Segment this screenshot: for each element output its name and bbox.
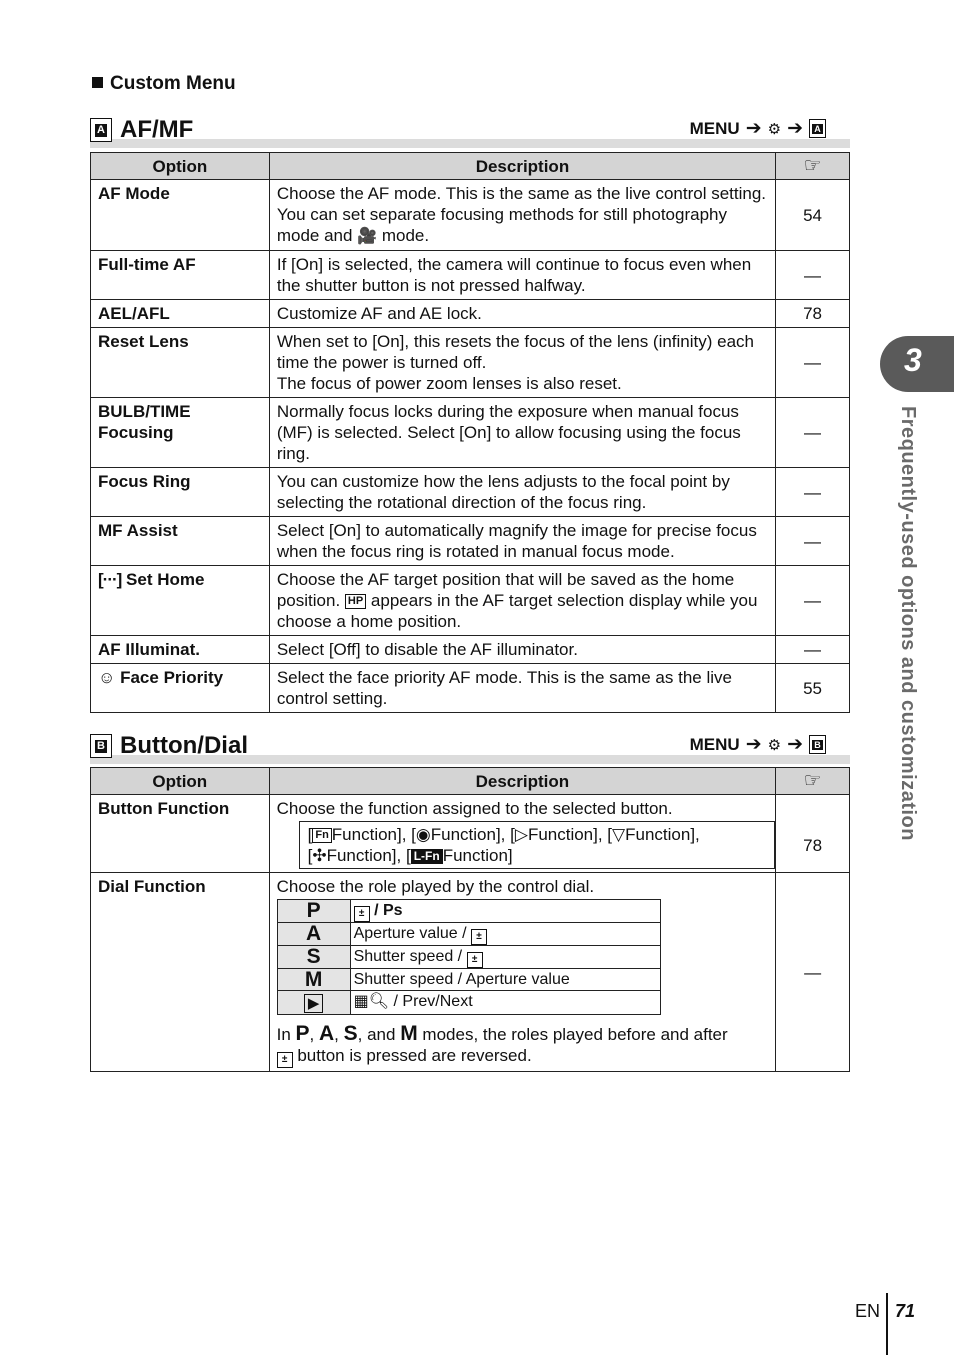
table-row [91, 300, 850, 328]
role-cell: ▦🔍︎ / Prev/Next [350, 991, 660, 1015]
arrow-right-icon: ➔ [787, 118, 803, 139]
dial-mode-table [277, 899, 661, 1015]
index-view-icon: ▦ [353, 993, 369, 1010]
description-cell: Customize AF and AE lock. [269, 300, 775, 328]
gear-icon: ⚙ [767, 736, 782, 754]
description-cell: Choose the AF target position that will be saved as the home position. HP appears in the AF target selection display while you choose a home position. [269, 566, 775, 636]
option-cell: Reset Lens [91, 328, 270, 398]
pointing-hand-icon: ☞ [803, 154, 822, 177]
role-cell: ± / Ps [350, 900, 660, 923]
section-afmf-title: AF/MF [120, 116, 194, 143]
role-cell: Shutter speed / ± [350, 946, 660, 969]
reference-cell: — [776, 328, 850, 398]
custom-tab-a-icon: A [809, 119, 826, 138]
description-cell: When set to [On], this resets the focus of the lens (infinity) each time the power is turned off. The focus of power zoom lenses is also reset. [269, 328, 775, 398]
dial-row [277, 991, 660, 1015]
chapter-title: Frequently-used options and customization [897, 406, 919, 841]
mode-cell: A [277, 923, 350, 946]
reference-cell: — [776, 873, 850, 1072]
option-cell: Dial Function [91, 873, 270, 1072]
column-header-option: Option [91, 768, 270, 795]
fn-button-icon: Fn [312, 828, 331, 843]
button-function-desc: Choose the function assigned to the selected button. [276, 799, 673, 818]
table-row [91, 180, 850, 251]
arrow-right-icon: ➔ [745, 118, 762, 139]
dial-row [277, 923, 660, 946]
description-cell: You can customize how the lens adjusts to the focal point by selecting the rotational direction of the focus ring. [269, 468, 775, 517]
menu-path [690, 733, 826, 756]
reference-cell: 55 [776, 664, 850, 713]
table-header-row [91, 768, 850, 795]
description-cell: Select [Off] to disable the AF illuminator. [269, 636, 775, 664]
custom-tab-a-icon: A [90, 118, 112, 142]
menu-label: MENU [689, 118, 740, 138]
menu-label: MENU [689, 734, 740, 754]
square-bullet-icon [92, 77, 103, 88]
column-header-description: Description [269, 153, 775, 180]
movie-camera-icon: 🎥 [357, 228, 378, 245]
gear-icon: ⚙ [767, 120, 782, 138]
exposure-compensation-icon: ± [354, 906, 370, 922]
reference-cell: — [776, 468, 850, 517]
custom-menu-label: Custom Menu [110, 73, 236, 94]
option-cell: BULB/TIME Focusing [91, 398, 270, 468]
table-row [91, 636, 850, 664]
language-label: EN [855, 1301, 881, 1321]
dial-note: In P, A, S, and M modes, the roles played before and after ± button is pressed are reversed. [277, 1023, 769, 1068]
description-cell: Normally focus locks during the exposure when manual focus (MF) is selected. Select [On] to allow focusing using the focus ring. [269, 398, 775, 468]
down-arrow-icon: ▽ [612, 825, 626, 844]
pointing-hand-icon: ☞ [803, 769, 822, 792]
option-cell: AF Illuminat. [91, 636, 270, 664]
target-circle-icon: ◉ [415, 825, 431, 844]
button-dial-table [90, 767, 850, 1072]
section-button-dial-heading [90, 724, 850, 764]
table-row [91, 873, 850, 1072]
reference-cell: 54 [776, 180, 850, 251]
dial-row [277, 969, 660, 991]
exposure-compensation-icon: ± [277, 1052, 293, 1068]
description-cell: Choose the AF mode. This is the same as the live control setting. You can set separate focusing methods for still photography mode and 🎥 mode. [269, 180, 775, 251]
column-header-option: Option [91, 153, 270, 180]
reference-cell: — [776, 251, 850, 300]
mode-cell: P [277, 900, 350, 923]
af-target-icon: [···] [98, 570, 122, 589]
table-row [91, 398, 850, 468]
button-function-list: [ Fn Function], [◉Function], [▷Function], [▽Function], [✣Function], [ L-Fn Function] [299, 821, 776, 869]
section-button-dial-title: Button/Dial [120, 732, 248, 759]
arrow-pad-icon: ✣ [312, 846, 327, 865]
description-cell: If [On] is selected, the camera will continue to focus even when the shutter button is not pressed halfway. [269, 251, 775, 300]
exposure-compensation-icon: ± [467, 952, 483, 968]
table-row [91, 251, 850, 300]
reference-cell: — [776, 566, 850, 636]
afmf-table [90, 152, 850, 713]
arrow-right-icon: ➔ [787, 734, 803, 755]
dial-function-desc: Choose the role played by the control dial. [276, 877, 595, 896]
dial-row [277, 900, 660, 923]
custom-tab-b-icon: B [809, 735, 826, 754]
chapter-number: 3 [904, 342, 922, 378]
mode-cell: M [277, 969, 350, 991]
reference-cell: 78 [776, 300, 850, 328]
section-title [90, 116, 193, 144]
option-cell: [···] Set Home [91, 566, 270, 636]
footer-divider [886, 1293, 888, 1355]
option-cell: AF Mode [91, 180, 270, 251]
custom-tab-b-icon: B [90, 734, 112, 758]
role-cell: Shutter speed / Aperture value [350, 969, 660, 991]
custom-menu-heading [92, 73, 236, 95]
home-position-icon: HP [345, 594, 366, 609]
right-arrow-icon: ▷ [514, 825, 528, 844]
section-afmf-heading [90, 108, 850, 148]
magnify-icon: 🔍︎ [368, 993, 390, 1010]
reference-cell: — [776, 398, 850, 468]
role-cell: Aperture value / ± [350, 923, 660, 946]
dial-row [277, 946, 660, 969]
column-header-reference [776, 768, 850, 795]
option-cell: MF Assist [91, 517, 270, 566]
column-header-description: Description [269, 768, 776, 795]
option-cell: Full-time AF [91, 251, 270, 300]
mode-cell: S [277, 946, 350, 969]
column-header-reference [776, 153, 850, 180]
face-icon: ☺ [98, 668, 116, 687]
playback-mode-cell [277, 991, 350, 1015]
reference-cell: — [776, 517, 850, 566]
description-cell: Select [On] to automatically magnify the image for precise focus when the focus ring is rotated in manual focus mode. [269, 517, 775, 566]
table-row [91, 517, 850, 566]
reference-cell: 78 [776, 795, 850, 873]
section-title [90, 732, 248, 760]
option-cell: Button Function [91, 795, 270, 873]
table-row [91, 795, 850, 873]
option-cell: Focus Ring [91, 468, 270, 517]
chapter-tab [880, 336, 954, 392]
description-cell [269, 795, 776, 873]
arrow-right-icon: ➔ [745, 734, 762, 755]
playback-icon: ▶ [304, 994, 324, 1013]
page-number: 71 [895, 1301, 916, 1321]
menu-path [690, 117, 826, 140]
table-header-row [91, 153, 850, 180]
description-cell [269, 873, 776, 1072]
exposure-compensation-icon: ± [471, 929, 487, 945]
option-cell: ☺ Face Priority [91, 664, 270, 713]
table-row [91, 328, 850, 398]
description-cell: Select the face priority AF mode. This is the same as the live control setting. [269, 664, 775, 713]
lens-fn-icon: L-Fn [411, 849, 443, 864]
option-cell: AEL/AFL [91, 300, 270, 328]
reference-cell: — [776, 636, 850, 664]
heading-band [90, 139, 850, 148]
table-row [91, 566, 850, 636]
table-row [91, 664, 850, 713]
table-row [91, 468, 850, 517]
